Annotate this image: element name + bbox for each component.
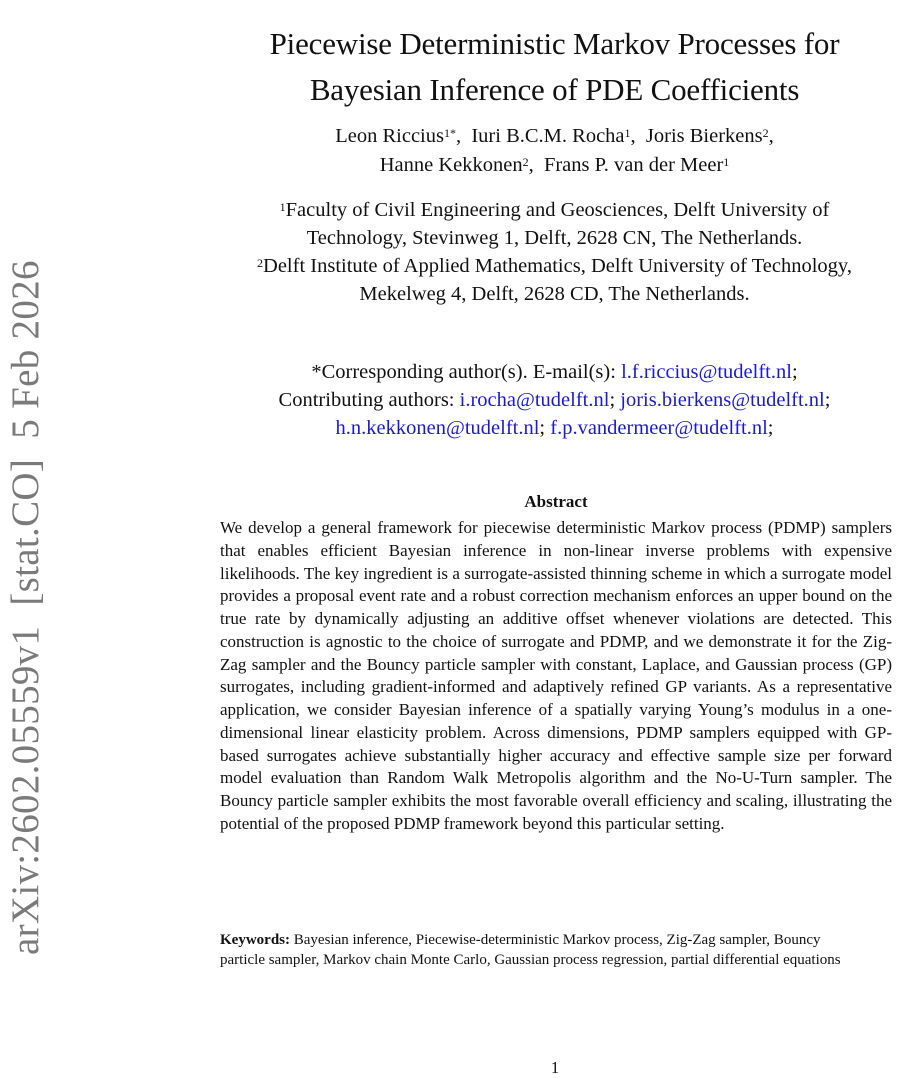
affiliation-number: 2 (257, 256, 264, 270)
corresponding-email-link[interactable]: l.f.riccius@tudelft.nl (621, 361, 792, 383)
keywords-text: Bayesian inference, Piecewise-deterministic Markov process, Zig-Zag sampler, Bouncy particle sampler, Markov chain Monte Carlo, Gaussian process regression, partial differential equations (220, 932, 841, 968)
author-name: Leon Riccius (335, 125, 444, 147)
email-link[interactable]: i.rocha@tudelft.nl (459, 389, 610, 411)
author-affiliation-mark: 2 (522, 155, 529, 169)
separator: ; (791, 361, 798, 383)
author-affiliation-mark: 1 (624, 126, 631, 140)
email-link[interactable]: h.n.kekkonen@tudelft.nl (335, 417, 540, 439)
affiliation-text: Faculty of Civil Engineering and Geosciences, Delft University of (285, 199, 830, 221)
affiliation-number: 1 (279, 200, 286, 214)
arxiv-identifier-stamp: arXiv:2602.05559v1 [stat.CO] 5 Feb 2026 (4, 260, 47, 955)
author-name: Iuri B.C.M. Rocha (471, 125, 625, 147)
author-name: Frans P. van der Meer (543, 154, 724, 176)
affiliation-list (190, 196, 919, 308)
affiliation-item (190, 196, 919, 252)
keywords-block (220, 930, 860, 970)
affiliation-text: Delft Institute of Applied Mathematics, Delft University of Technology, (263, 255, 852, 277)
affiliation-item (190, 252, 919, 308)
author-name: Hanne Kekkonen (379, 154, 523, 176)
author-affiliation-mark: 1* (443, 126, 456, 140)
separator: ; (609, 389, 616, 411)
paper-title (190, 21, 919, 113)
author-affiliation-mark: 2 (762, 126, 769, 140)
author-name: Joris Bierkens (645, 125, 763, 147)
email-link[interactable]: joris.bierkens@tudelft.nl (620, 389, 825, 411)
title-line-2: Bayesian Inference of PDE Coefficients (309, 71, 800, 107)
affiliation-text: Technology, Stevinweg 1, Delft, 2628 CN, The Netherlands. (306, 227, 803, 249)
affiliation-text: Mekelweg 4, Delft, 2628 CD, The Netherlands. (359, 283, 750, 305)
author-list: Leon Riccius$^{1*}$, Iuri B.C.M. Rocha$^1$, Joris Bierkens$^2$, Hanne Kekkonen$^2$, Frans P. van der Meer$^1$ (335, 125, 774, 176)
separator: ; (539, 417, 546, 439)
separator: ; (767, 417, 774, 439)
abstract-heading: Abstract (524, 492, 588, 511)
corresponding-label: *Corresponding author(s). E-mail(s): (311, 361, 622, 383)
author-affiliation-mark: 1 (723, 155, 730, 169)
email-link[interactable]: f.p.vandermeer@tudelft.nl (550, 417, 768, 439)
title-line-1: Piecewise Deterministic Markov Processes for (269, 25, 840, 61)
abstract-body: We develop a general framework for piecewise deterministic Markov process (PDMP) samplers that enables efficient Bayesian inference in non-linear inverse problems with expensive likelihoods. The key ingredient is a surrogate-assisted thinning scheme in which a surrogate model provides a proposal event rate and a robust correction mechanism enforces an upper bound on the true rate by dynamically adjusting an additive offset whenever violations are detected. This construction is agnostic to the choice of surrogate and PDMP, and we demonstrate it for the Zig-Zag sampler and the Bouncy particle sampler with constant, Laplace, and Gaussian process (GP) surrogates, including gradient-informed and adaptively refined GP variants. As a representative application, we consider Bayesian inference of a spatially varying Young’s modulus in a one-dimensional linear elasticity problem. Across dimensions, PDMP samplers equipped with GP-based surrogates achieve substantially higher accuracy and effective sample size per forward model evaluation than Random Walk Metropolis algorithm and the No-U-Turn sampler. The Bouncy particle sampler exhibits the most favorable overall efficiency and scaling, illustrating the potential of the proposed PDMP framework beyond this particular setting. (220, 518, 892, 833)
page-number: 1 (550, 1058, 560, 1077)
keywords-label: Keywords: (220, 932, 290, 948)
contributing-label: Contributing authors: (278, 389, 460, 411)
contact-block (190, 358, 919, 442)
separator: ; (824, 389, 831, 411)
